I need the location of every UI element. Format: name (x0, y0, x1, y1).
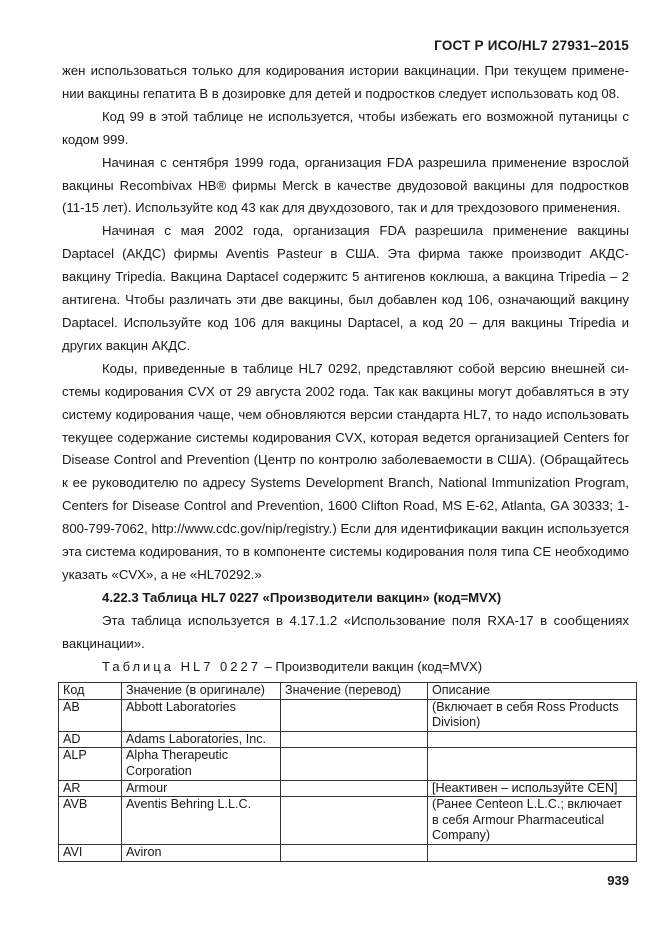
cell-description (428, 748, 637, 780)
table-row (59, 844, 637, 861)
paragraph-code-99: Код 99 в этой таблице не используется, чтобы избежать его возможной путаницы с кодом 999. (62, 108, 629, 147)
cell-translation (281, 699, 428, 731)
manufacturers-table (58, 682, 637, 862)
cell-translation (281, 731, 428, 748)
cell-original: Alpha Therapeutic Corporation (122, 748, 281, 780)
cell-description: (Ранее Centeon L.L.C.; включает в себя Armour Pharmaceutical Company) (428, 797, 637, 845)
table-caption-label: Таблица HL7 0227 (102, 659, 261, 674)
paragraph-recombivax: Начиная с сентября 1999 года, организация FDA разрешила применение взрослой вакцины Recombivax HB® фирмы Merck в качестве двудозовой вакцины для подростков (11-15 лет). Используйте код 43 как для двухдозового, так и для трехдозового применения. (62, 154, 629, 216)
cell-translation (281, 748, 428, 780)
header-translation: Значение (перевод) (281, 683, 428, 700)
table-row (59, 731, 637, 748)
cell-description (428, 844, 637, 861)
header-original: Значение (в оригинале) (122, 683, 281, 700)
cell-description (428, 731, 637, 748)
cell-original: Adams Laboratories, Inc. (122, 731, 281, 748)
section-title: 4.22.3 Таблица HL7 0227 «Производители вакцин» (код=MVX) (102, 589, 502, 605)
cell-original: Armour (122, 780, 281, 797)
cell-code: AVI (59, 844, 122, 861)
cell-code: AR (59, 780, 122, 797)
cell-original: Abbott Laboratories (122, 699, 281, 731)
cell-original: Aviron (122, 844, 281, 861)
cell-code: AD (59, 731, 122, 748)
paragraph-continuation: жен использоваться только для кодирования истории вакцинации. При текущем применении вакцины гепатита В в дозировке для детей и подростков следует использовать код 08. (62, 63, 629, 101)
table-row (59, 780, 637, 797)
cell-translation (281, 797, 428, 845)
paragraph-cvx: Коды, приведенные в таблице HL7 0292, представляют собой версию внешней системы кодирования CVX от 29 августа 2002 года. Так как вакцины могут добавляться в эту систему кодирования чаще, чем обновляются версии стандарта HL7, то надо использовать текущее содержание системы кодирования CVX, которая ведется организацией Centers for Disease Control and Prevention (Центр по контролю заболеваемости в США). (Обращайтесь к ее руководителю по адресу Systems Development Branch, National Immunization Program, Centers for Disease Control and Prevention, 1600 Clifton Road, MS E-62, Atlanta, GA 30333; 1-800-799-7062, http://www.cdc.gov/nip/registry.) Если для идентификации вакцин используется эта система кодирования, то в компоненте системы кодирования поля типа CE необходимо указать «CVX», а не «HL70292.» (62, 360, 629, 582)
cell-description: [Неактивен – используйте CEN] (428, 780, 637, 797)
table-caption-title: – Производители вакцин (код=MVX) (264, 659, 483, 674)
header-description: Описание (428, 683, 637, 700)
cell-original: Aventis Behring L.L.C. (122, 797, 281, 845)
cell-code: AVB (59, 797, 122, 845)
table-row (59, 699, 637, 731)
table-row (59, 748, 637, 780)
cell-translation (281, 780, 428, 797)
body-text (62, 60, 629, 656)
section-text: Эта таблица используется в 4.17.1.2 «Использование поля RXA-17 в сообщениях вакцинации». (62, 612, 629, 651)
cell-code: AB (59, 699, 122, 731)
cell-translation (281, 844, 428, 861)
table-caption (102, 659, 482, 674)
cell-description: (Включает в себя Ross Products Division) (428, 699, 637, 731)
table-header-row (59, 683, 637, 700)
paragraph-daptacel: Начиная с мая 2002 года, организация FDA разрешила применение вакцины Daptacel (АКДС) фирмы Aventis Pasteur в США. Эта фирма также производит АКДС-вакцину Tripedia. Вакцина Daptacel содержитс 5 антигенов коклюша, а вакцина Tripedia – 2 антигена. Чтобы различать эти две вакцины, был добавлен код 106, означающий вакцину Daptacel. Используйте код 106 для вакцины Daptacel, а код 20 – для вакцины Tripedia и других вакцин АКДС. (62, 223, 629, 353)
page-number: 939 (607, 873, 629, 888)
cell-code: ALP (59, 748, 122, 780)
header-code: Код (59, 683, 122, 700)
table-row (59, 797, 637, 845)
document-header: ГОСТ Р ИСО/HL7 27931–2015 (434, 38, 629, 53)
